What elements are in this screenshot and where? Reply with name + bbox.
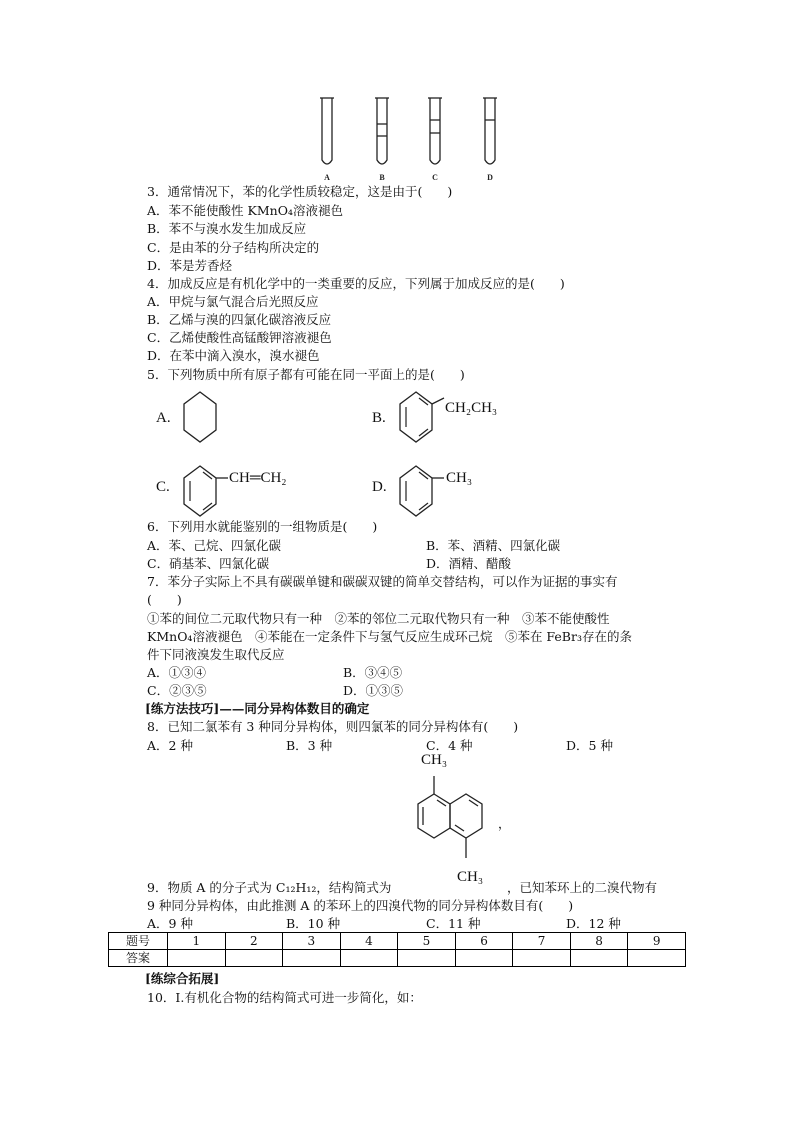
q3-option-b: B．苯不与溴水发生加成反应: [147, 221, 307, 236]
cyclohexane-structure: [180, 388, 220, 450]
q3-option-d: D．苯是芳香烃: [147, 258, 233, 273]
dimethylnaphthalene-structure: [402, 770, 492, 880]
q9-stem-line-1b: ，已知苯环上的二溴代物有: [507, 880, 658, 895]
answer-table-answer-row: [109, 950, 686, 967]
answer-cell[interactable]: [628, 950, 686, 967]
q5-label-d: D.: [372, 479, 387, 495]
q6-option-b: B．苯、酒精、四氯化碳: [426, 538, 561, 553]
answer-table-number-cell: 5: [398, 933, 456, 950]
tube-label-c: C: [432, 173, 438, 182]
answer-cell[interactable]: [340, 950, 398, 967]
answer-table-number-row: [109, 933, 686, 950]
q5-d-substituent: CH₃: [446, 470, 473, 486]
answer-table-number-cell: 6: [455, 933, 513, 950]
section-heading-comprehensive: [练综合拓展]: [145, 971, 220, 986]
section-heading-methods: [练方法技巧]——同分异构体数目的确定: [145, 701, 370, 716]
q5-stem: 5．下列物质中所有原子都有可能在同一平面上的是( ): [147, 367, 465, 382]
q4-option-c: C．乙烯使酸性高锰酸钾溶液褪色: [147, 330, 332, 345]
q7-option-b: B．③④⑤: [343, 665, 403, 680]
q7-option-d: D．①③⑤: [343, 683, 404, 698]
test-tubes-figure: [310, 96, 510, 184]
answer-table-header-answer: 答案: [109, 950, 168, 967]
tube-label-a: A: [324, 173, 330, 182]
answer-cell[interactable]: [225, 950, 283, 967]
q4-option-d: D．在苯中滴入溴水，溴水褪色: [147, 348, 320, 363]
q7-paren: ( ): [147, 592, 182, 607]
answer-table-number-cell: 1: [168, 933, 226, 950]
q9-option-b: B．10 种: [286, 916, 341, 931]
q7-option-a: A．①③④: [147, 665, 207, 680]
q7-stem: 7．苯分子实际上不具有碳碳单键和碳碳双键的简单交替结构，可以作为证据的事实有: [147, 574, 618, 589]
q5-c-substituent: CH═CH₂: [229, 470, 287, 486]
styrene-structure: [180, 462, 230, 524]
answer-table-number-cell: 2: [225, 933, 283, 950]
q4-option-a: A．甲烷与氯气混合后光照反应: [147, 294, 319, 309]
answer-cell[interactable]: [513, 950, 571, 967]
answer-cell[interactable]: [398, 950, 456, 967]
q3-option-c: C．是由苯的分子结构所决定的: [147, 240, 320, 255]
q8-option-c: C．4 种: [426, 738, 473, 753]
q9-ch3-top: CH₃: [421, 752, 448, 768]
q8-option-a: A．2 种: [147, 738, 193, 753]
toluene-structure: [396, 462, 446, 524]
tube-label-b: B: [379, 173, 385, 182]
answer-table-number-cell: 8: [570, 933, 628, 950]
answer-cell[interactable]: [455, 950, 513, 967]
q6-option-d: D．酒精、醋酸: [426, 556, 512, 571]
q5-b-substituent: CH₂CH₃: [445, 400, 498, 416]
answer-cell[interactable]: [168, 950, 226, 967]
answer-table-header-number: 题号: [109, 933, 168, 950]
q8-option-b: B．3 种: [286, 738, 333, 753]
q9-option-a: A．9 种: [147, 916, 193, 931]
ethylbenzene-structure: [396, 388, 446, 450]
answer-table-number-cell: 4: [340, 933, 398, 950]
q6-option-a: A．苯、己烷、四氯化碳: [147, 538, 282, 553]
answer-cell[interactable]: [283, 950, 341, 967]
answer-table: [108, 932, 686, 967]
answer-table-number-cell: 3: [283, 933, 341, 950]
q7-option-c: C．②③⑤: [147, 683, 207, 698]
q7-facts-line-1: ①苯的间位二元取代物只有一种 ②苯的邻位二元取代物只有一种 ③苯不能使酸性: [147, 611, 610, 626]
q5-label-b: B.: [372, 410, 386, 426]
q8-option-d: D．5 种: [566, 738, 613, 753]
q6-option-c: C．硝基苯、四氯化碳: [147, 556, 270, 571]
tube-label-d: D: [487, 173, 493, 182]
q9-stem-line-2: 9 种同分异构体，由此推测 A 的苯环上的四溴代物的同分异构体数目有( ): [147, 898, 574, 913]
q3-stem: 3．通常情况下，苯的化学性质较稳定，这是由于( ): [147, 184, 453, 199]
q9-option-d: D．12 种: [566, 916, 621, 931]
q3-option-a: A．苯不能使酸性 KMnO₄溶液褪色: [147, 203, 343, 218]
answer-table-number-cell: 9: [628, 933, 686, 950]
q8-stem: 8．已知二氯苯有 3 种同分异构体，则四氯苯的同分异构体有( ): [147, 719, 519, 734]
q10-stem: 10．Ⅰ.有机化合物的结构简式可进一步简化，如：: [147, 990, 422, 1005]
answer-cell[interactable]: [570, 950, 628, 967]
q9-structure-comma: ，: [498, 816, 511, 831]
q6-stem: 6．下列用水就能鉴别的一组物质是( ): [147, 519, 378, 534]
q9-option-c: C．11 种: [426, 916, 481, 931]
q5-label-c: C.: [156, 479, 170, 495]
q9-stem-line-1a: 9．物质 A 的分子式为 C₁₂H₁₂，结构简式为: [147, 880, 392, 895]
q7-facts-line-2: KMnO₄溶液褪色 ④苯能在一定条件下与氢气反应生成环己烷 ⑤苯在 FeBr₃存在的条: [147, 629, 632, 644]
q5-label-a: A.: [156, 410, 171, 426]
q7-facts-line-3: 件下同液溴发生取代反应: [147, 647, 285, 662]
q4-stem: 4．加成反应是有机化学中的一类重要的反应，下列属于加成反应的是( ): [147, 276, 565, 291]
answer-table-number-cell: 7: [513, 933, 571, 950]
q4-option-b: B．乙烯与溴的四氯化碳溶液反应: [147, 312, 332, 327]
q9-ch3-bottom: CH₃: [457, 869, 484, 885]
